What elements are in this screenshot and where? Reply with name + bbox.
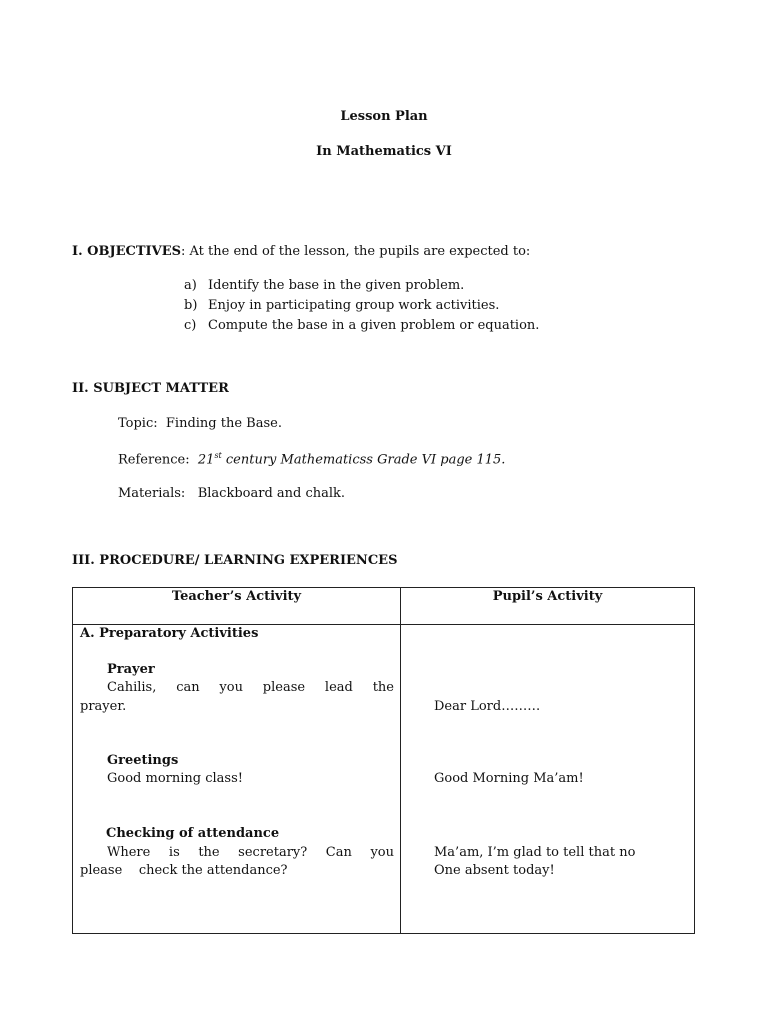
reference-text: century Mathematicss Grade VI page 115.	[221, 452, 506, 468]
topic-value: Finding the Base.	[165, 416, 282, 431]
prayer-teacher-line	[107, 680, 394, 695]
word: Where	[107, 845, 151, 860]
subject-matter-heading: II. SUBJECT MATTER	[72, 381, 229, 396]
document-subtitle: In Mathematics VI	[316, 144, 452, 159]
word: Can	[325, 845, 352, 860]
word: you	[370, 845, 394, 860]
word: you	[219, 680, 243, 695]
objective-text: Enjoy in participating group work activities.	[208, 298, 500, 313]
attendance-pupil-response-line-1: Ma’am, I’m glad to tell that no	[434, 845, 636, 860]
word: Cahilis,	[107, 680, 157, 695]
prayer-heading: Prayer	[107, 662, 155, 677]
pupil-column-header: Pupil’s Activity	[492, 589, 603, 604]
reference-number: 21	[197, 452, 215, 468]
teacher-column-header: Teacher’s Activity	[171, 589, 302, 604]
greetings-heading: Greetings	[107, 753, 179, 768]
materials-value: Blackboard and chalk.	[197, 486, 346, 501]
prayer-pupil-response: Dear Lord………	[434, 699, 541, 714]
objective-text: Compute the base in a given problem or equation.	[208, 318, 540, 333]
objective-item	[184, 318, 539, 333]
objective-letter: a)	[184, 278, 197, 293]
objective-text: Identify the base in the given problem.	[208, 278, 465, 293]
objectives-heading: I. OBJECTIVES	[72, 244, 181, 259]
document-title: Lesson Plan	[340, 109, 428, 124]
materials-label: Materials:	[118, 486, 186, 501]
topic-label: Topic:	[118, 416, 158, 431]
table-column-divider	[400, 588, 401, 933]
activity-table	[72, 587, 695, 934]
materials-line	[118, 486, 345, 501]
attendance-teacher-line	[107, 845, 394, 860]
word: can	[176, 680, 200, 695]
attendance-heading: Checking of attendance	[106, 826, 280, 841]
procedure-heading: III. PROCEDURE/ LEARNING EXPERIENCES	[72, 553, 398, 568]
reference-superscript: st	[214, 451, 222, 460]
greetings-teacher: Good morning class!	[107, 771, 243, 786]
greetings-pupil-response: Good Morning Ma’am!	[434, 771, 584, 786]
word: secretary?	[238, 845, 308, 860]
word: the	[372, 680, 394, 695]
objective-item	[184, 298, 499, 313]
objective-letter: b)	[184, 298, 198, 313]
objectives-intro: : At the end of the lesson, the pupils are expected to:	[181, 244, 531, 259]
word: lead	[324, 680, 353, 695]
attendance-pupil-response-line-2: One absent today!	[434, 863, 555, 878]
reference-label: Reference:	[118, 452, 190, 468]
objective-letter: c)	[184, 318, 197, 333]
objective-item	[184, 278, 464, 293]
attendance-teacher-line-2: please check the attendance?	[80, 863, 288, 878]
table-header-divider	[73, 624, 694, 625]
word: is	[168, 845, 180, 860]
preparatory-activities-heading: A. Preparatory Activities	[80, 626, 259, 641]
reference-line	[118, 451, 505, 467]
objectives-line	[72, 244, 530, 259]
prayer-teacher-line-2: prayer.	[80, 699, 127, 714]
word: the	[198, 845, 220, 860]
topic-line	[118, 416, 282, 431]
word: please	[262, 680, 306, 695]
